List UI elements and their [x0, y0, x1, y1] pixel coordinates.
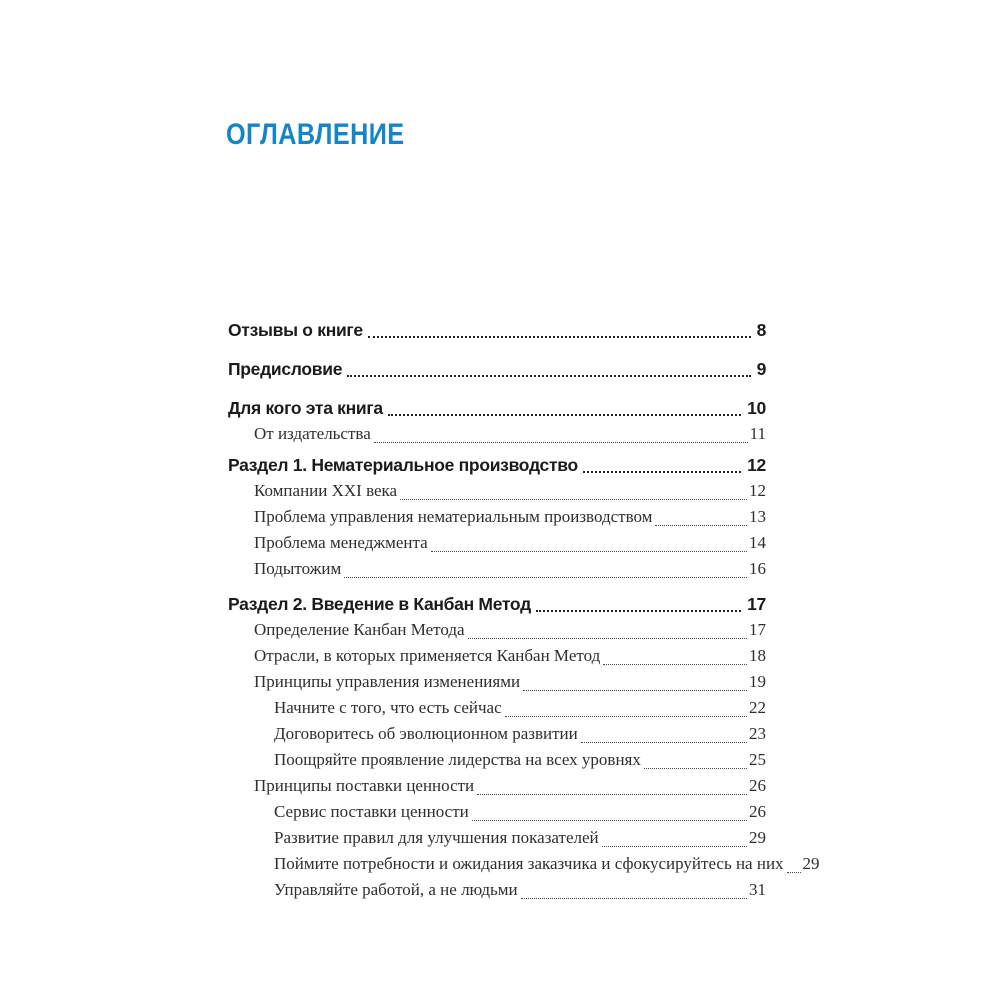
table-of-contents: [228, 317, 820, 903]
dotted-leader: [388, 414, 741, 416]
dotted-leader: [603, 664, 747, 665]
toc-entry-label: Раздел 2. Введение в Канбан Метод: [228, 594, 531, 614]
toc-entry-label: Проблема менеджмента: [254, 533, 428, 552]
toc-entry-label: Управляйте работой, а не людьми: [274, 880, 518, 899]
toc-page-number: 14: [749, 533, 766, 552]
toc-entry-label: Договоритесь об эволюционном развитии: [274, 724, 578, 743]
toc-page-number: 16: [749, 559, 766, 578]
dotted-leader: [477, 794, 747, 795]
toc-entry-label: Сервис поставки ценности: [274, 802, 469, 821]
toc-entry-label: Раздел 1. Нематериальное производство: [228, 455, 578, 475]
toc-page-number: 29: [802, 854, 820, 873]
toc-row: [228, 395, 766, 421]
toc-page-number: 10: [747, 398, 766, 418]
dotted-leader: [344, 577, 747, 578]
toc-entry-label: Поймите потребности и ожидания заказчика и сфокусируйтесь на них: [274, 854, 784, 873]
toc-row: [228, 825, 766, 851]
dotted-leader: [644, 768, 747, 769]
toc-entry-label: Подытожим: [254, 559, 342, 578]
toc-entry-label: Принципы поставки ценности: [254, 776, 475, 795]
toc-entry-label: Поощряйте проявление лидерства на всех уровнях: [274, 750, 641, 769]
toc-row: [228, 478, 766, 504]
toc-page-number: 17: [749, 620, 766, 639]
toc-row: [228, 851, 820, 877]
toc-row: [228, 556, 766, 582]
dotted-leader: [581, 742, 747, 743]
toc-page-number: 19: [749, 672, 766, 691]
toc-entry-label: Развитие правил для улучшения показателей: [274, 828, 599, 847]
toc-page-number: 8: [756, 320, 766, 340]
toc-page-number: 11: [749, 424, 766, 443]
toc-page-number: 18: [749, 646, 766, 665]
toc-entry-label: Проблема управления нематериальным производством: [254, 507, 653, 526]
toc-entry-label: Начните с того, что есть сейчас: [274, 698, 502, 717]
toc-entry-label: Принципы управления изменениями: [254, 672, 521, 691]
dotted-leader: [368, 336, 751, 338]
dotted-leader: [521, 898, 747, 899]
dotted-leader: [583, 471, 741, 473]
toc-row: [228, 504, 766, 530]
toc-row: [228, 695, 766, 721]
toc-row: [228, 452, 766, 478]
dotted-leader: [347, 375, 750, 377]
toc-entry-label: Для кого эта книга: [228, 398, 383, 418]
dotted-leader: [374, 442, 748, 443]
dotted-leader: [431, 551, 747, 552]
dotted-leader: [655, 525, 747, 526]
toc-row: [228, 747, 766, 773]
toc-page-number: 12: [747, 455, 766, 475]
toc-page-number: 13: [749, 507, 766, 526]
toc-page-number: 26: [749, 776, 766, 795]
toc-page-number: 12: [749, 481, 766, 500]
toc-row: [228, 591, 766, 617]
dotted-leader: [602, 846, 747, 847]
toc-page-number: 17: [747, 594, 766, 614]
toc-page-number: 26: [749, 802, 766, 821]
toc-entry-label: Определение Канбан Метода: [254, 620, 465, 639]
toc-page-number: 31: [749, 880, 766, 899]
toc-row: [228, 773, 766, 799]
toc-page-number: 29: [749, 828, 766, 847]
dotted-leader: [400, 499, 747, 500]
toc-page-number: 25: [749, 750, 766, 769]
toc-row: [228, 356, 766, 382]
dotted-leader: [472, 820, 747, 821]
toc-entry-label: Отзывы о книге: [228, 320, 363, 340]
toc-row: [228, 721, 766, 747]
toc-row: [228, 643, 766, 669]
toc-row: [228, 317, 766, 343]
toc-entry-label: Предисловие: [228, 359, 343, 379]
dotted-leader: [787, 872, 801, 873]
toc-page-number: 22: [749, 698, 766, 717]
toc-row: [228, 617, 766, 643]
toc-row: [228, 799, 766, 825]
dotted-leader: [536, 610, 741, 612]
toc-row: [228, 530, 766, 556]
toc-row: [228, 877, 766, 903]
dotted-leader: [468, 638, 747, 639]
page-title: ОГЛАВЛЕНИЕ: [226, 118, 405, 151]
toc-page-number: 9: [756, 359, 766, 379]
toc-entry-label: Отрасли, в которых применяется Канбан Метод: [254, 646, 601, 665]
toc-entry-label: От издательства: [254, 424, 371, 443]
toc-page-number: 23: [749, 724, 766, 743]
toc-entry-label: Компании XXI века: [254, 481, 398, 500]
dotted-leader: [505, 716, 747, 717]
dotted-leader: [523, 690, 747, 691]
toc-row: [228, 669, 766, 695]
toc-row: [228, 421, 766, 447]
